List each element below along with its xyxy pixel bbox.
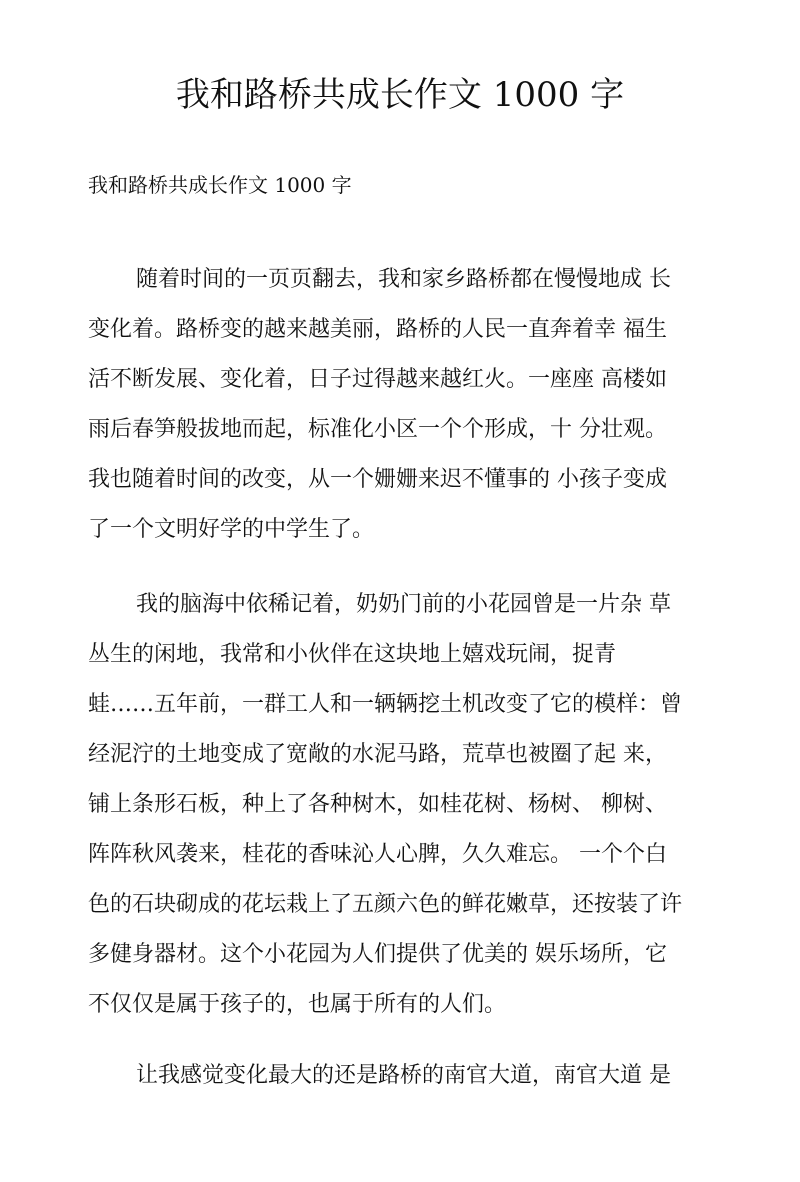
paragraph-line: 我也随着时间的改变，从一个姗姗来迟不懂事的 小孩子变成 [88, 467, 667, 492]
paragraph-line: 蛙……五年前，一群工人和一辆辆挖土机改变了它的模样：曾 [88, 692, 683, 717]
paragraph-2 [88, 580, 728, 1030]
paragraph-line: 让我感觉变化最大的还是路桥的南官大道，南官大道 是 [136, 1063, 671, 1088]
paragraph-line: 活不断发展、变化着，日子过得越来越红火。一座座 高楼如 [88, 367, 667, 392]
paragraph-line: 色的石块砌成的花坛栽上了五颜六色的鲜花嫩草，还按装了许 [88, 892, 683, 917]
paragraph-line: 了一个文明好学的中学生了。 [88, 517, 375, 542]
paragraph-line: 丛生的闲地，我常和小伙伴在这块地上嬉戏玩闹，捉青 [88, 642, 617, 667]
paragraph-3 [88, 1051, 728, 1101]
paragraph-line: 阵阵秋风袭来，桂花的香味沁人心脾，久久难忘。 一个个白 [88, 842, 667, 867]
paragraph-line: 随着时间的一页页翻去，我和家乡路桥都在慢慢地成 长 [136, 267, 671, 292]
paragraph-line: 我的脑海中依稀记着，奶奶门前的小花园曾是一片杂 草 [136, 592, 671, 617]
paragraph-line: 铺上条形石板，种上了各种树木，如桂花树、杨树、 柳树、 [88, 792, 667, 817]
paragraph-line: 多健身器材。这个小花园为人们提供了优美的 娱乐场所，它 [88, 942, 667, 967]
paragraph-1 [88, 255, 728, 555]
paragraph-line: 不仅仅是属于孩子的，也属于所有的人们。 [88, 992, 507, 1017]
document-title: 我和路桥共成长作文 1000 字 [175, 75, 625, 115]
paragraph-line: 雨后春笋般拔地而起，标准化小区一个个形成，十 分壮观。 [88, 417, 667, 442]
paragraph-line: 变化着。路桥变的越来越美丽，路桥的人民一直奔着幸 福生 [88, 317, 667, 342]
document-subtitle: 我和路桥共成长作文 1000 字 [88, 173, 352, 197]
paragraph-line: 经泥泞的土地变成了宽敞的水泥马路，荒草也被圈了起 来， [88, 742, 667, 767]
